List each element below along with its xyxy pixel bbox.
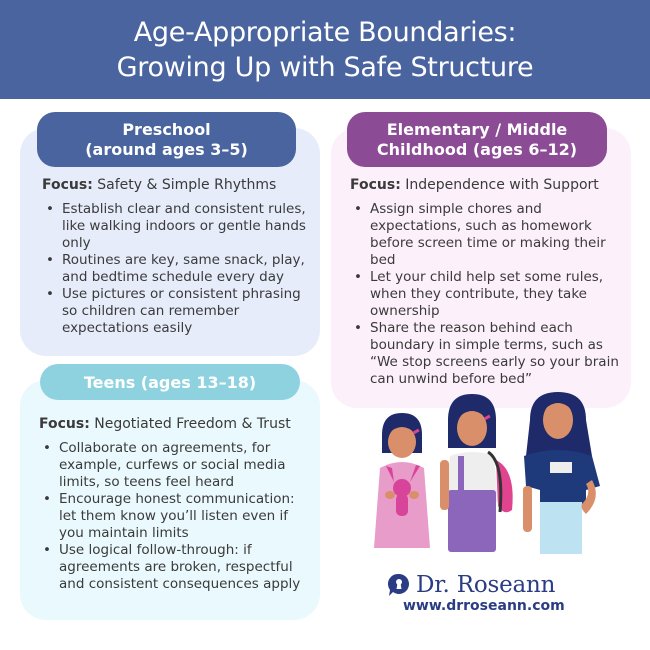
list-item: • Use logical follow-through: if agreements are broken, respectful and consistent consequences apply [39, 542, 314, 593]
preschool-focus [42, 176, 276, 194]
three-girls-illustration [360, 390, 630, 555]
focus-text: Safety & Simple Rhythms [92, 177, 277, 193]
page-title-line1: Age-Appropriate Boundaries: [133, 16, 517, 48]
elementary-heading-line1: Elementary / Middle [386, 119, 568, 139]
list-item: • Share the reason behind each boundary in simple terms, such as “We stop screens early so your brain can unwind before bed” [350, 320, 625, 388]
teens-heading-text: Teens (ages 13–18) [83, 372, 257, 392]
elementary-heading-line2: Childhood (ages 6–12) [376, 139, 578, 159]
list-item: • Establish clear and consistent rules, like walking indoors or gentle hands only [42, 201, 312, 252]
brand-logo [388, 572, 555, 598]
brand-url[interactable]: www.drroseann.com [403, 598, 565, 614]
teen-girl-figure [523, 392, 600, 554]
teens-focus [39, 415, 291, 433]
teens-heading [40, 364, 300, 400]
focus-label: Focus: [350, 177, 401, 193]
brand-name: Dr. Roseann [416, 572, 556, 598]
preschool-heading-line1: Preschool [122, 119, 211, 139]
preschool-heading-line2: (around ages 3–5) [85, 139, 248, 159]
list-item: • Encourage honest communication: let them know you’ll listen even if you maintain limits [39, 491, 314, 542]
focus-label: Focus: [39, 416, 90, 432]
page-header [0, 0, 650, 99]
preschool-list [42, 201, 312, 337]
list-item: • Assign simple chores and expectations, such as homework before screen time or making their bed [350, 201, 625, 269]
preschool-girl-figure [374, 413, 430, 548]
page-title-line2: Growing Up with Safe Structure [116, 51, 534, 83]
list-item: • Routines are key, same snack, play, and bedtime schedule every day [42, 252, 312, 286]
teens-list [39, 440, 314, 593]
focus-label: Focus: [42, 177, 93, 193]
focus-text: Negotiated Freedom & Trust [89, 416, 291, 432]
focus-text: Independence with Support [400, 177, 599, 193]
list-item: • Let your child help set some rules, when they contribute, they take ownership [350, 269, 625, 320]
keyhole-speech-bubble-icon [388, 573, 410, 597]
elementary-girl-figure [440, 394, 513, 552]
preschool-heading [37, 112, 296, 167]
elementary-heading [347, 112, 607, 167]
list-item: • Collaborate on agreements, for example, curfews or social media limits, so teens feel heard [39, 440, 314, 491]
list-item: • Use pictures or consistent phrasing so children can remember expectations easily [42, 286, 312, 337]
elementary-focus [350, 176, 599, 194]
elementary-list [350, 201, 625, 388]
